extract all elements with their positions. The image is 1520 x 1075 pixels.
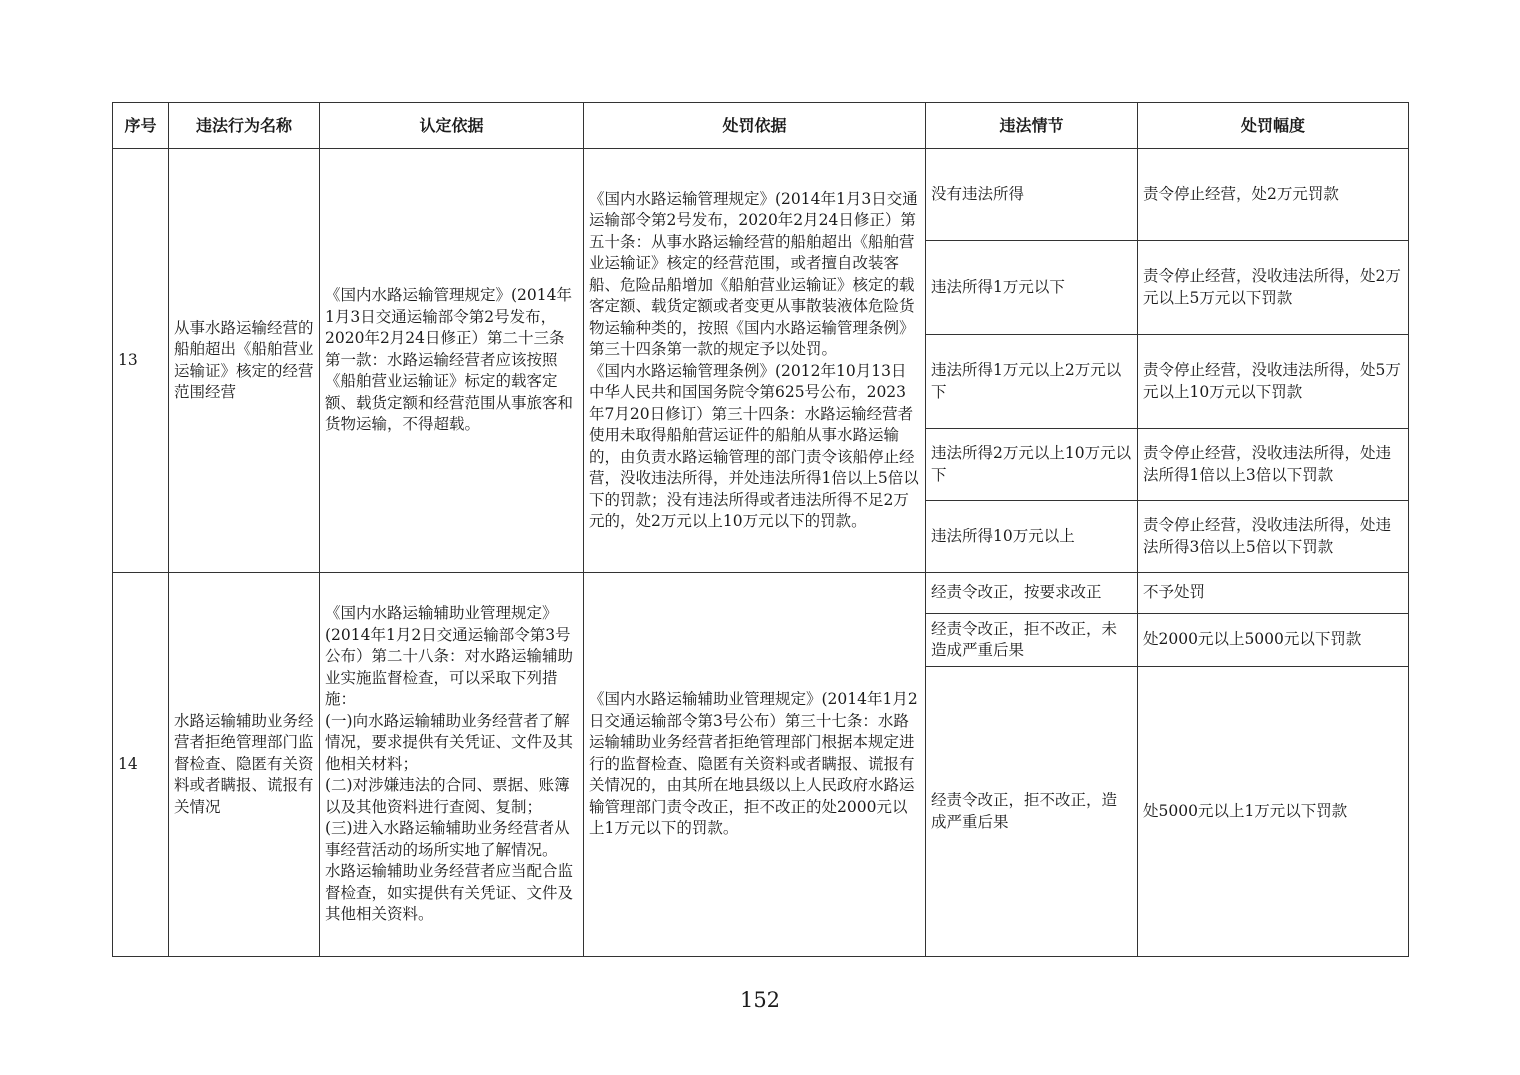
circumstance-cell: 没有违法所得	[926, 149, 1138, 241]
violation-name: 水路运输辅助业务经营者拒绝管理部门监督检查、隐匿有关资料或者瞒报、谎报有关情况	[169, 573, 320, 957]
penalty-range-cell: 责令停止经营，没收违法所得，处5万元以上10万元以下罚款	[1138, 335, 1409, 429]
basis-text: 《国内水路运输管理规定》(2014年1月3日交通运输部令第2号发布，2020年2月24日修正）第二十三条第一款：水路运输经营者应该按照《船舶营业运输证》标定的载客定额、载货定额和经营范围从事旅客和货物运输，不得超载。	[320, 149, 584, 573]
table-row	[113, 149, 1409, 241]
header-penalty-basis: 处罚依据	[584, 103, 926, 149]
penalty-range-cell: 责令停止经营，没收违法所得，处违法所得1倍以上3倍以下罚款	[1138, 429, 1409, 501]
basis-text: 《国内水路运输辅助业管理规定》(2014年1月2日交通运输部令第3号公布）第二十八条：对水路运输辅助业实施监督检查，可以采取下列措施： (一)向水路运输辅助业务经营者了解情况，要求提供有关凭证、文件及其他相关材料； (二)对涉嫌违法的合同、票据、账簿以及其他资料进行查阅、复制； (三)进入水路运输辅助业务经营者从事经营活动的场所实地了解情况。 水路运输辅助业务经营者应当配合监督检查，如实提供有关凭证、文件及其他相关资料。	[320, 573, 584, 957]
circumstance-cell: 经责令改正，拒不改正，造成严重后果	[926, 667, 1138, 957]
circumstance-cell: 违法所得1万元以下	[926, 241, 1138, 335]
circumstance-cell: 违法所得2万元以上10万元以下	[926, 429, 1138, 501]
penalty-range-cell: 处2000元以上5000元以下罚款	[1138, 614, 1409, 667]
penalty-range-cell: 责令停止经营，没收违法所得，处2万元以上5万元以下罚款	[1138, 241, 1409, 335]
circumstance-cell: 经责令改正，拒不改正，未造成严重后果	[926, 614, 1138, 667]
header-penalty-range: 处罚幅度	[1138, 103, 1409, 149]
circumstance-cell: 经责令改正，按要求改正	[926, 573, 1138, 614]
violation-name: 从事水路运输经营的船舶超出《船舶营业运输证》核定的经营范围经营	[169, 149, 320, 573]
penalty-basis-text: 《国内水路运输管理规定》(2014年1月3日交通运输部令第2号发布，2020年2月24日修正）第五十条：从事水路运输经营的船舶超出《船舶营业运输证》核定的经营范围，或者擅自改装客船、危险品船增加《船舶营业运输证》核定的载客定额、载货定额或者变更从事散装液体危险货物运输种类的，按照《国内水路运输管理条例》第三十四条第一款的规定予以处罚。 《国内水路运输管理条例》(2012年10月13日中华人民共和国国务院令第625号公布，2023年7月20日修订）第三十四条：水路运输经营者使用未取得船舶营运证件的船舶从事水路运输的，由负责水路运输管理的部门责令该船停止经营，没收违法所得，并处违法所得1倍以上5倍以下的罚款；没有违法所得或者违法所得不足2万元的，处2万元以上10万元以下的罚款。	[584, 149, 926, 573]
circumstance-cell: 违法所得1万元以上2万元以下	[926, 335, 1138, 429]
row-number: 14	[113, 573, 169, 957]
header-seq: 序号	[113, 103, 169, 149]
page-number: 152	[739, 988, 781, 1012]
penalty-basis-text: 《国内水路运输辅助业管理规定》(2014年1月2日交通运输部令第3号公布）第三十七条：水路运输辅助业务经营者拒绝管理部门根据本规定进行的监督检查、隐匿有关资料或者瞒报、谎报有关情况的，由其所在地县级以上人民政府水路运输管理部门责令改正，拒不改正的处2000元以上1万元以下的罚款。	[584, 573, 926, 957]
header-basis: 认定依据	[320, 103, 584, 149]
penalty-range-cell: 不予处罚	[1138, 573, 1409, 614]
circumstance-cell: 违法所得10万元以上	[926, 501, 1138, 573]
header-violation-name: 违法行为名称	[169, 103, 320, 149]
penalty-table	[112, 102, 1409, 957]
penalty-range-cell: 责令停止经营，处2万元罚款	[1138, 149, 1409, 241]
header-circumstance: 违法情节	[926, 103, 1138, 149]
table-row	[113, 573, 1409, 614]
table-header-row	[113, 103, 1409, 149]
row-number: 13	[113, 149, 169, 573]
penalty-range-cell: 处5000元以上1万元以下罚款	[1138, 667, 1409, 957]
penalty-range-cell: 责令停止经营，没收违法所得，处违法所得3倍以上5倍以下罚款	[1138, 501, 1409, 573]
